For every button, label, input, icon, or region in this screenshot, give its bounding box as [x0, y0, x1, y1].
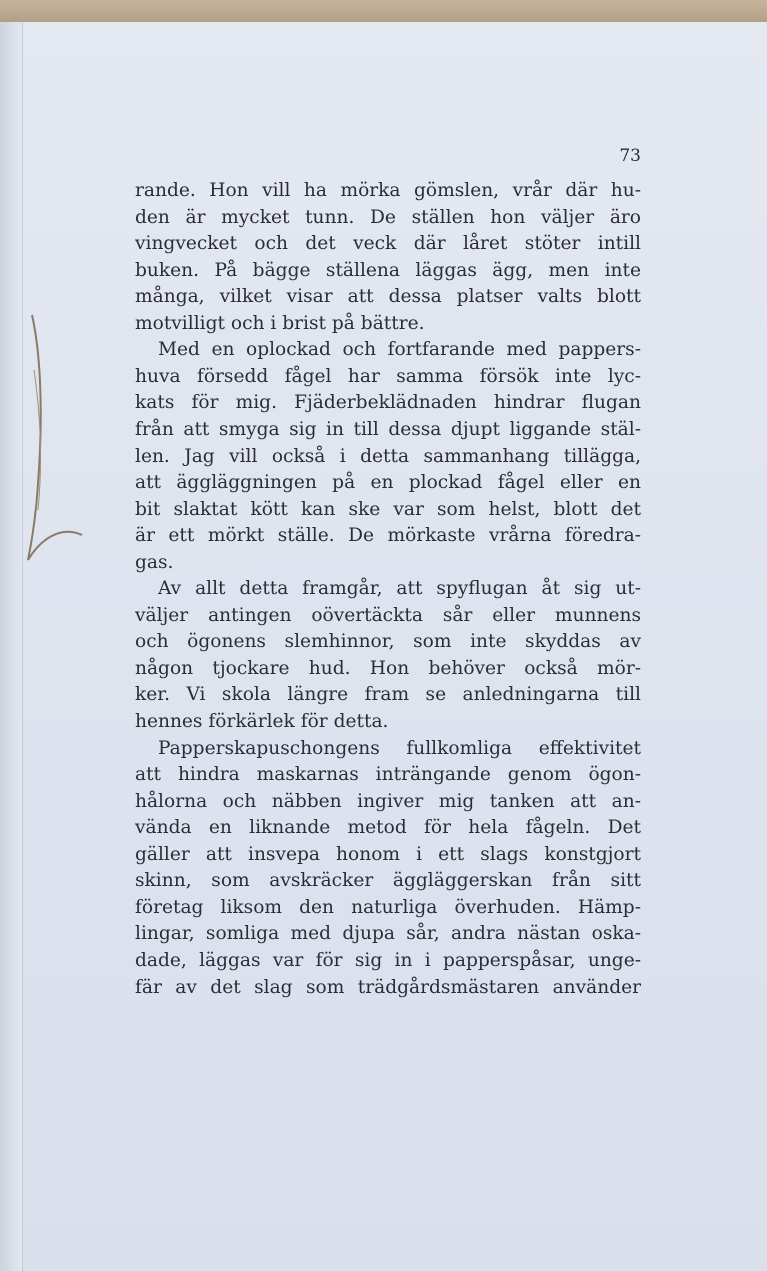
text-line: företag liksom den naturliga överhuden. Hämp- — [135, 896, 641, 918]
text-line: gas. — [135, 551, 174, 573]
text-line: är ett mörkt ställe. De mörkaste vrårna föredra- — [135, 525, 641, 547]
text-line: att äggläggningen på en plockad fågel eller en — [135, 472, 641, 494]
text-line: lingar, somliga med djupa sår, andra nästan oska- — [135, 923, 641, 945]
text-line: dade, läggas var för sig in i papperspåsar, unge- — [135, 949, 641, 971]
text-line: huva försedd fågel har samma försök inte lyc- — [135, 365, 641, 387]
text-line: Papperskapuschongens fullkomliga effektivitet — [158, 737, 641, 759]
text-line: den är mycket tunn. De ställen hon väljer äro — [135, 206, 641, 228]
text-line: ker. Vi skola längre fram se anledningarna till — [135, 684, 641, 706]
text-line: motvilligt och i brist på bättre. — [135, 312, 425, 334]
text-line: väljer antingen oövertäckta sår eller munnens — [135, 604, 641, 626]
text-line: att hindra maskarnas inträngande genom ögon- — [135, 764, 641, 786]
text-line: rande. Hon vill ha mörka gömslen, vrår där hu- — [135, 180, 641, 201]
book-cover-edge — [0, 0, 767, 22]
text-line: vända en liknande metod för hela fågeln. Det — [135, 817, 641, 839]
binding-thread-icon — [10, 310, 90, 580]
text-line: bit slaktat kött kan ske var som helst, blott det — [135, 498, 641, 520]
text-line: vingvecket och det veck där låret stöter intill — [135, 233, 641, 255]
text-line: från att smyga sig in till dessa djupt liggande stäl- — [135, 418, 641, 440]
text-line: hålorna och näbben ingiver mig tanken att an- — [135, 790, 641, 812]
text-line: hennes förkärlek för detta. — [135, 711, 389, 732]
text-line: fär av det slag som trädgårdsmästaren använder — [135, 976, 641, 998]
text-line: och ögonens slemhinnor, som inte skyddas av — [135, 631, 641, 653]
text-line: len. Jag vill också i detta sammanhang tillägga, — [135, 445, 641, 467]
page-number: 73 — [619, 146, 641, 166]
text-line: kats för mig. Fjäderbeklädnaden hindrar flugan — [135, 392, 641, 414]
text-line: många, vilket visar att dessa platser valts blott — [135, 286, 641, 308]
page-binding-edge — [0, 22, 23, 1271]
text-line: gäller att insvepa honom i ett slags konstgjort — [135, 843, 641, 865]
text-line: Av allt detta framgår, att spyflugan åt sig ut- — [158, 578, 641, 600]
text-line: någon tjockare hud. Hon behöver också mör- — [135, 657, 641, 679]
text-line: Med en oplockad och fortfarande med pappers- — [158, 339, 641, 361]
text-line: skinn, som avskräcker äggläggerskan från sitt — [135, 870, 641, 892]
text-line: buken. På bägge ställena läggas ägg, men inte — [135, 259, 641, 281]
